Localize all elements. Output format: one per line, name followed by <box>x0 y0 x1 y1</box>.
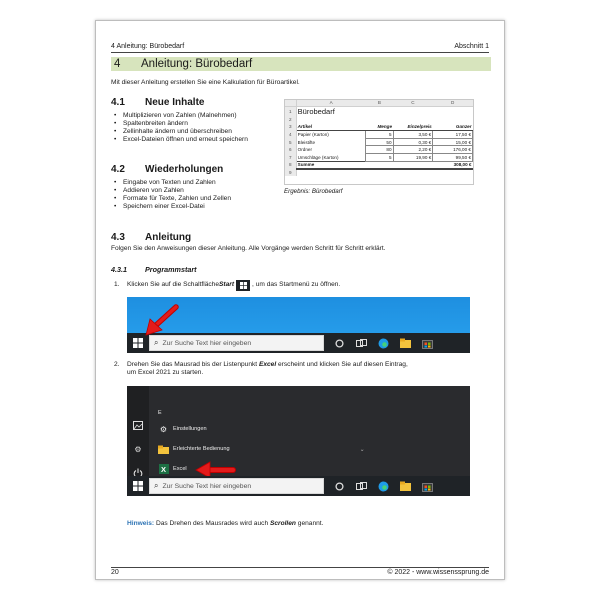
row-number: 2 <box>285 116 296 124</box>
chevron-down-icon: ⌄ <box>359 446 365 453</box>
section-4-3-text: Folgen Sie den Anweisungen dieser Anleitung. Alle Vorgänge werden Schritt für Schritt erklärt. <box>111 245 386 252</box>
step-text: um Excel 2021 zu starten. <box>127 369 204 377</box>
file-explorer-icon[interactable] <box>400 481 411 492</box>
store-icon[interactable] <box>422 481 433 492</box>
table-cell: 50 <box>366 138 393 146</box>
table-cell: Ordner <box>297 147 312 153</box>
sum-value: 308,00 € <box>433 161 473 169</box>
table-row <box>285 131 473 139</box>
sheet-title: Bürobedarf <box>297 106 335 116</box>
hint-text: genannt. <box>295 520 324 527</box>
excel-icon <box>158 464 169 474</box>
chapter-heading <box>111 57 491 71</box>
section-number: 4.2 <box>111 164 125 175</box>
table-cell: 176,00 € <box>433 146 473 154</box>
menu-item-label: Einstellungen <box>173 426 207 432</box>
row-number: 9 <box>285 169 296 177</box>
table-cell: 5 <box>366 131 393 139</box>
figure-caption: Ergebnis: Bürobedarf <box>284 188 343 195</box>
red-arrow-icon <box>142 303 182 337</box>
list-item: • Excel-Dateien öffnen und erneut speichern <box>114 136 248 144</box>
footer-copyright: © 2022 - www.wissenssprung.de <box>387 569 489 576</box>
column-header: C <box>393 100 433 106</box>
table-cell: 99,50 € <box>433 153 473 161</box>
store-icon[interactable] <box>422 338 433 349</box>
row-number: 1 <box>285 106 296 116</box>
menu-item-erleichterte-bedienung[interactable] <box>158 444 365 454</box>
menu-item-label: Erleichterte Bedienung <box>173 446 230 452</box>
section-number: 4.3 <box>111 232 125 243</box>
table-row <box>285 161 473 169</box>
menu-item-excel[interactable] <box>158 464 187 474</box>
cortana-icon[interactable] <box>334 338 345 349</box>
header-right: Abschnitt 1 <box>454 43 489 50</box>
column-header: B <box>366 100 393 106</box>
step-1 <box>114 280 340 291</box>
excel-screenshot <box>284 99 474 185</box>
document-page <box>95 20 505 580</box>
taskbar-screenshot <box>127 297 470 353</box>
edge-icon[interactable] <box>378 338 389 349</box>
step-2 <box>114 361 408 378</box>
section-4-2-heading <box>111 164 223 175</box>
search-placeholder: Zur Suche Text hier eingeben <box>162 482 252 490</box>
table-row <box>285 146 473 154</box>
menu-item-label: Excel <box>173 466 187 472</box>
table-row <box>285 138 473 146</box>
table-header: Artikel <box>296 123 366 131</box>
row-number: 5 <box>285 138 296 146</box>
section-4-2-list <box>114 179 231 211</box>
row-number: 6 <box>285 146 296 154</box>
list-item: • Multiplizieren von Zahlen (Malnehmen) <box>114 112 248 120</box>
table-cell: 2,20 € <box>393 146 433 154</box>
settings-icon: ⚙ <box>159 424 168 434</box>
table-header: Einzelpreis <box>393 123 433 131</box>
row-number: 3 <box>285 123 296 131</box>
cortana-icon[interactable] <box>334 481 345 492</box>
taskbar <box>127 476 470 496</box>
table-cell: 19,90 € <box>393 153 433 161</box>
hint-text: Das Drehen des Mausrades wird auch <box>154 520 270 527</box>
task-view-icon[interactable] <box>356 481 367 492</box>
section-4-3-heading <box>111 232 191 243</box>
list-item: • Eingabe von Texten und Zahlen <box>114 179 231 187</box>
table-cell: Bleistifte <box>297 139 316 145</box>
settings-gear-icon[interactable]: ⚙ <box>134 444 142 454</box>
section-number: 4.3.1 <box>111 265 127 274</box>
windows-start-icon[interactable] <box>127 476 149 496</box>
list-item: • Zellinhalte ändern und überschreiben <box>114 128 248 136</box>
table-row <box>285 153 473 161</box>
step-number: 2. <box>114 361 120 368</box>
task-view-icon[interactable] <box>356 338 367 349</box>
page-number: 20 <box>111 569 119 576</box>
menu-item-einstellungen[interactable] <box>158 424 207 434</box>
column-header: D <box>433 100 473 106</box>
step-text: Klicken Sie auf die Schaltfläche <box>127 281 220 289</box>
taskbar-search-input[interactable] <box>149 335 324 351</box>
folder-icon <box>158 444 169 454</box>
sum-label: Summe <box>296 161 366 169</box>
table-cell: 3,50 € <box>393 131 433 139</box>
table-cell: Umschläge (Karton) <box>297 154 339 160</box>
hint-note <box>127 520 323 527</box>
list-item: • Spaltenbreiten ändern <box>114 120 248 128</box>
page-header <box>111 43 489 53</box>
search-placeholder: Zur Suche Text hier eingeben <box>162 339 252 347</box>
start-button-icon <box>236 280 250 291</box>
svg-text:X: X <box>160 465 166 474</box>
step-text: , um das Startmenü zu öffnen. <box>252 281 341 289</box>
table-cell: 5 <box>366 153 393 161</box>
row-number: 7 <box>285 153 296 161</box>
table-cell: 0,30 € <box>393 138 433 146</box>
intro-text: Mit dieser Anleitung erstellen Sie eine Kalkulation für Büroartikel. <box>111 79 300 86</box>
section-4-1-heading <box>111 97 204 108</box>
table-cell: 17,50 € <box>433 131 473 139</box>
search-icon: ⌕ <box>154 338 159 347</box>
section-title: Wiederholungen <box>145 164 224 175</box>
section-title: Programmstart <box>145 265 197 274</box>
pictures-icon[interactable] <box>132 419 144 431</box>
row-number: 8 <box>285 161 296 169</box>
section-4-1-list <box>114 112 248 144</box>
header-left: 4 Anleitung: Bürobedarf <box>111 43 185 50</box>
taskbar-search-input[interactable] <box>149 478 324 494</box>
table-cell: 80 <box>366 146 393 154</box>
section-title: Neue Inhalte <box>145 97 205 108</box>
chapter-number: 4 <box>114 58 121 70</box>
column-header: A <box>296 100 366 106</box>
list-item: • Addieren von Zahlen <box>114 187 231 195</box>
table-header: Menge <box>366 123 393 131</box>
page-footer <box>111 567 489 576</box>
table-cell: 15,00 € <box>433 138 473 146</box>
table-cell: Papier (Karton) <box>297 132 329 138</box>
hint-label: Hinweis: <box>127 520 155 527</box>
step-text: erscheint und klicken Sie auf diesen Eintrag, <box>276 361 408 368</box>
hint-keyword: Scrollen <box>269 520 296 527</box>
section-title: Anleitung <box>145 232 192 243</box>
letter-e: E <box>158 410 162 416</box>
search-icon: ⌕ <box>154 481 159 490</box>
row-number: 4 <box>285 131 296 139</box>
step-keyword: Excel <box>258 361 277 368</box>
section-number: 4.1 <box>111 97 125 108</box>
start-menu-rail <box>127 386 149 476</box>
step-keyword: Start <box>219 281 235 289</box>
step-text: Drehen Sie das Mausrad bis der Listenpunkt <box>127 361 259 368</box>
step-number: 1. <box>114 281 120 289</box>
start-menu-screenshot <box>127 386 470 496</box>
table-header: Ganzer <box>433 123 473 131</box>
letter-heading <box>158 410 162 416</box>
file-explorer-icon[interactable] <box>400 338 411 349</box>
chapter-title: Anleitung: Bürobedarf <box>141 58 253 70</box>
edge-icon[interactable] <box>378 481 389 492</box>
list-item: • Speichern einer Excel-Datei <box>114 203 231 211</box>
section-4-3-1-heading <box>111 265 197 274</box>
list-item: • Formate für Texte, Zahlen und Zellen <box>114 195 231 203</box>
